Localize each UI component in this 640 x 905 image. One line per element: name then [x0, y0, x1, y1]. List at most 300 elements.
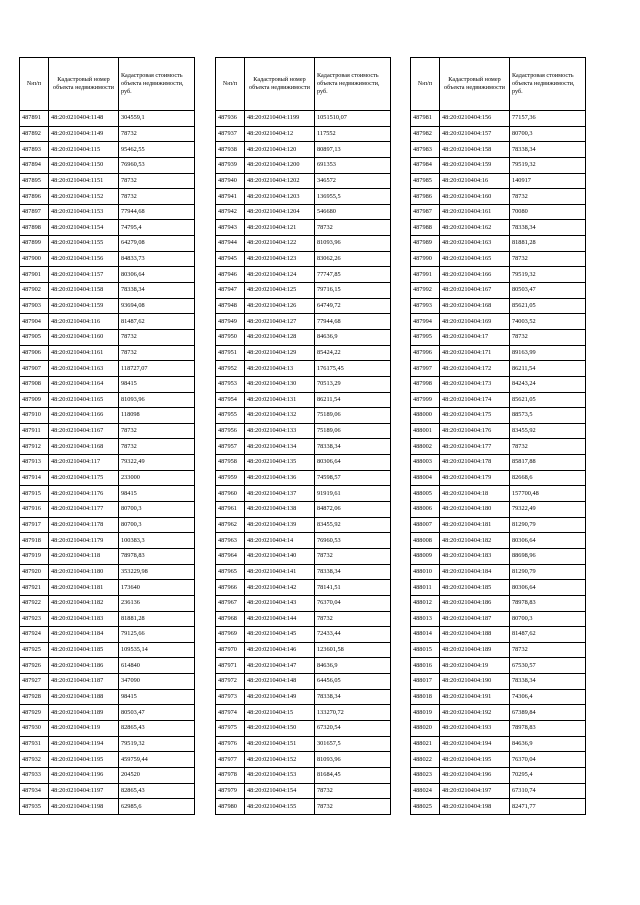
- table-row: [20, 173, 195, 189]
- cadastral-value: 236136: [119, 595, 195, 611]
- row-number: 487951: [216, 345, 245, 361]
- cadastral-value: 64749,72: [315, 298, 391, 314]
- table-row: [216, 705, 391, 721]
- table-row: [411, 408, 586, 424]
- row-number: 487983: [411, 142, 440, 158]
- row-number: 487961: [216, 502, 245, 518]
- cadastral-value: 80700,3: [119, 517, 195, 533]
- row-number: 488007: [411, 517, 440, 533]
- table-row: [411, 204, 586, 220]
- cadastral-number: 48:20:0210404:120: [245, 142, 315, 158]
- row-number: 488021: [411, 736, 440, 752]
- row-number: 487931: [20, 736, 49, 752]
- cadastral-number: 48:20:0210404:187: [440, 611, 510, 627]
- table-row: [20, 752, 195, 768]
- cadastral-value: 78732: [119, 423, 195, 439]
- cadastral-value: 78732: [510, 642, 586, 658]
- table-row: [20, 423, 195, 439]
- row-number: 488005: [411, 486, 440, 502]
- cadastral-number: 48:20:0210404:1179: [49, 533, 119, 549]
- row-number: 487985: [411, 173, 440, 189]
- header-cadastral-value: Кадастровая стоимость объекта недвижимости, руб.: [510, 58, 586, 111]
- table-row: [411, 283, 586, 299]
- cadastral-number: 48:20:0210404:18: [440, 486, 510, 502]
- cadastral-value: 84243,24: [510, 376, 586, 392]
- row-number: 487934: [20, 783, 49, 799]
- cadastral-value: 72433,44: [315, 627, 391, 643]
- table-header-row: [411, 58, 586, 111]
- cadastral-number: 48:20:0210404:153: [245, 767, 315, 783]
- table-row: [216, 439, 391, 455]
- cadastral-number: 48:20:0210404:155: [245, 799, 315, 815]
- row-number: 487894: [20, 157, 49, 173]
- table-row: [411, 799, 586, 815]
- cadastral-number: 48:20:0210404:1186: [49, 658, 119, 674]
- cadastral-number: 48:20:0210404:157: [440, 126, 510, 142]
- cadastral-value: 80897,13: [315, 142, 391, 158]
- cadastral-number: 48:20:0210404:1203: [245, 189, 315, 205]
- row-number: 488010: [411, 564, 440, 580]
- table-row: [216, 783, 391, 799]
- cadastral-number: 48:20:0210404:173: [440, 376, 510, 392]
- cadastral-number: 48:20:0210404:184: [440, 564, 510, 580]
- table-row: [411, 611, 586, 627]
- cadastral-number: 48:20:0210404:180: [440, 502, 510, 518]
- cadastral-value: 304559,1: [119, 111, 195, 127]
- cadastral-number: 48:20:0210404:12: [245, 126, 315, 142]
- table-row: [411, 720, 586, 736]
- cadastral-number: 48:20:0210404:154: [245, 783, 315, 799]
- cadastral-number: 48:20:0210404:1150: [49, 157, 119, 173]
- row-number: 487984: [411, 157, 440, 173]
- cadastral-number: 48:20:0210404:1167: [49, 423, 119, 439]
- cadastral-value: 140917: [510, 173, 586, 189]
- cadastral-number: 48:20:0210404:171: [440, 345, 510, 361]
- cadastral-value: 81093,96: [119, 392, 195, 408]
- row-number: 488025: [411, 799, 440, 815]
- cadastral-value: 353229,98: [119, 564, 195, 580]
- row-number: 487915: [20, 486, 49, 502]
- row-number: 487900: [20, 251, 49, 267]
- table-row: [216, 470, 391, 486]
- cadastral-number: 48:20:0210404:160: [440, 189, 510, 205]
- row-number: 487943: [216, 220, 245, 236]
- cadastral-value: 74795,4: [119, 220, 195, 236]
- cadastral-number: 48:20:0210404:152: [245, 752, 315, 768]
- row-number: 487939: [216, 157, 245, 173]
- row-number: 487962: [216, 517, 245, 533]
- cadastral-number: 48:20:0210404:190: [440, 674, 510, 690]
- cadastral-number: 48:20:0210404:1189: [49, 705, 119, 721]
- cadastral-number: 48:20:0210404:1166: [49, 408, 119, 424]
- table-row: [216, 752, 391, 768]
- table-row: [20, 783, 195, 799]
- cadastral-value: 80306,64: [510, 580, 586, 596]
- table-row: [411, 595, 586, 611]
- row-number: 487945: [216, 251, 245, 267]
- row-number: 487966: [216, 580, 245, 596]
- cadastral-value: 84636,9: [315, 329, 391, 345]
- cadastral-number: 48:20:0210404:118: [49, 548, 119, 564]
- cadastral-number: 48:20:0210404:174: [440, 392, 510, 408]
- table-row: [216, 173, 391, 189]
- row-number: 487969: [216, 627, 245, 643]
- cadastral-number: 48:20:0210404:182: [440, 533, 510, 549]
- header-number: №п/п: [20, 58, 49, 111]
- row-number: 487976: [216, 736, 245, 752]
- cadastral-number: 48:20:0210404:138: [245, 502, 315, 518]
- cadastral-value: 64456,05: [315, 674, 391, 690]
- cadastral-value: 78732: [510, 329, 586, 345]
- cadastral-value: 88698,96: [510, 548, 586, 564]
- row-number: 487891: [20, 111, 49, 127]
- cadastral-number: 48:20:0210404:1175: [49, 470, 119, 486]
- row-number: 487892: [20, 126, 49, 142]
- cadastral-number: 48:20:0210404:1197: [49, 783, 119, 799]
- cadastral-value: 89163,99: [510, 345, 586, 361]
- row-number: 487924: [20, 627, 49, 643]
- table-row: [20, 361, 195, 377]
- cadastral-value: 78978,83: [510, 720, 586, 736]
- row-number: 488014: [411, 627, 440, 643]
- row-number: 488009: [411, 548, 440, 564]
- header-cadastral-number: Кадастровый номер объекта недвижимости: [245, 58, 315, 111]
- cadastral-value: 176175,45: [315, 361, 391, 377]
- cadastral-value: 78732: [119, 126, 195, 142]
- cadastral-value: 83455,92: [315, 517, 391, 533]
- cadastral-value: 84636,9: [315, 658, 391, 674]
- row-number: 487989: [411, 236, 440, 252]
- row-number: 487898: [20, 220, 49, 236]
- row-number: 487948: [216, 298, 245, 314]
- cadastral-value: 78732: [119, 439, 195, 455]
- row-number: 487930: [20, 720, 49, 736]
- cadastral-value: 67389,84: [510, 705, 586, 721]
- table-row: [20, 564, 195, 580]
- table-row: [411, 236, 586, 252]
- cadastral-number: 48:20:0210404:15: [245, 705, 315, 721]
- table-row: [20, 142, 195, 158]
- table-row: [20, 470, 195, 486]
- table-row: [411, 267, 586, 283]
- cadastral-number: 48:20:0210404:141: [245, 564, 315, 580]
- cadastral-number: 48:20:0210404:127: [245, 314, 315, 330]
- cadastral-value: 67310,74: [510, 783, 586, 799]
- header-cadastral-number: Кадастровый номер объекта недвижимости: [49, 58, 119, 111]
- row-number: 488002: [411, 439, 440, 455]
- cadastral-number: 48:20:0210404:136: [245, 470, 315, 486]
- cadastral-value: 79519,32: [119, 736, 195, 752]
- cadastral-number: 48:20:0210404:14: [245, 533, 315, 549]
- table-row: [216, 611, 391, 627]
- table-row: [20, 611, 195, 627]
- cadastral-number: 48:20:0210404:1151: [49, 173, 119, 189]
- table-row: [216, 111, 391, 127]
- cadastral-value: 81684,45: [315, 767, 391, 783]
- cadastral-value: 78338,34: [510, 220, 586, 236]
- row-number: 487995: [411, 329, 440, 345]
- cadastral-number: 48:20:0210404:19: [440, 658, 510, 674]
- row-number: 487911: [20, 423, 49, 439]
- row-number: 487955: [216, 408, 245, 424]
- cadastral-number: 48:20:0210404:148: [245, 674, 315, 690]
- row-number: 488022: [411, 752, 440, 768]
- table-row: [216, 189, 391, 205]
- table-row: [20, 548, 195, 564]
- table-row: [216, 767, 391, 783]
- table-row: [216, 298, 391, 314]
- cadastral-number: 48:20:0210404:1177: [49, 502, 119, 518]
- cadastral-number: 48:20:0210404:1148: [49, 111, 119, 127]
- row-number: 487957: [216, 439, 245, 455]
- table-row: [20, 392, 195, 408]
- table-row: [411, 580, 586, 596]
- row-number: 487968: [216, 611, 245, 627]
- table-row: [20, 767, 195, 783]
- cadastral-value: 118098: [119, 408, 195, 424]
- row-number: 488017: [411, 674, 440, 690]
- header-number: №п/п: [216, 58, 245, 111]
- cadastral-value: 78732: [119, 189, 195, 205]
- cadastral-value: 80306,64: [510, 533, 586, 549]
- cadastral-value: 81881,28: [119, 611, 195, 627]
- cadastral-number: 48:20:0210404:150: [245, 720, 315, 736]
- cadastral-number: 48:20:0210404:1184: [49, 627, 119, 643]
- cadastral-number: 48:20:0210404:133: [245, 423, 315, 439]
- table-row: [20, 502, 195, 518]
- row-number: 487990: [411, 251, 440, 267]
- row-number: 488013: [411, 611, 440, 627]
- cadastral-value: 100383,3: [119, 533, 195, 549]
- row-number: 488003: [411, 455, 440, 471]
- row-number: 487926: [20, 658, 49, 674]
- row-number: 487956: [216, 423, 245, 439]
- cadastral-number: 48:20:0210404:1182: [49, 595, 119, 611]
- header-cadastral-value: Кадастровая стоимость объекта недвижимости, руб.: [315, 58, 391, 111]
- table-row: [216, 502, 391, 518]
- row-number: 487972: [216, 674, 245, 690]
- cadastral-value: 67320,54: [315, 720, 391, 736]
- row-number: 487949: [216, 314, 245, 330]
- table-row: [216, 329, 391, 345]
- cadastral-number: 48:20:0210404:139: [245, 517, 315, 533]
- cadastral-number: 48:20:0210404:163: [440, 236, 510, 252]
- row-number: 487895: [20, 173, 49, 189]
- cadastral-number: 48:20:0210404:116: [49, 314, 119, 330]
- cadastral-value: 70513,29: [315, 376, 391, 392]
- registry-table-1: [19, 57, 195, 815]
- row-number: 487928: [20, 689, 49, 705]
- row-number: 488024: [411, 783, 440, 799]
- table-row: [216, 204, 391, 220]
- cadastral-value: 79322,49: [119, 455, 195, 471]
- row-number: 487927: [20, 674, 49, 690]
- row-number: 487920: [20, 564, 49, 580]
- cadastral-number: 48:20:0210404:156: [440, 111, 510, 127]
- row-number: 487929: [20, 705, 49, 721]
- table-row: [411, 564, 586, 580]
- cadastral-value: 78978,83: [119, 548, 195, 564]
- row-number: 488008: [411, 533, 440, 549]
- cadastral-value: 546680: [315, 204, 391, 220]
- row-number: 487922: [20, 595, 49, 611]
- cadastral-number: 48:20:0210404:1158: [49, 283, 119, 299]
- table-row: [20, 314, 195, 330]
- table-row: [216, 236, 391, 252]
- cadastral-number: 48:20:0210404:1196: [49, 767, 119, 783]
- cadastral-value: 81093,96: [315, 752, 391, 768]
- cadastral-value: 459759,44: [119, 752, 195, 768]
- cadastral-value: 78338,34: [315, 564, 391, 580]
- cadastral-number: 48:20:0210404:1181: [49, 580, 119, 596]
- cadastral-value: 81093,96: [315, 236, 391, 252]
- cadastral-value: 70080: [510, 204, 586, 220]
- table-row: [411, 314, 586, 330]
- cadastral-number: 48:20:0210404:130: [245, 376, 315, 392]
- cadastral-value: 118727,07: [119, 361, 195, 377]
- row-number: 487942: [216, 204, 245, 220]
- cadastral-number: 48:20:0210404:1157: [49, 267, 119, 283]
- cadastral-number: 48:20:0210404:162: [440, 220, 510, 236]
- row-number: 487952: [216, 361, 245, 377]
- table-row: [411, 486, 586, 502]
- cadastral-value: 83455,92: [510, 423, 586, 439]
- cadastral-number: 48:20:0210404:143: [245, 595, 315, 611]
- cadastral-number: 48:20:0210404:151: [245, 736, 315, 752]
- row-number: 487970: [216, 642, 245, 658]
- table-row: [216, 267, 391, 283]
- table-row: [411, 752, 586, 768]
- table-row: [411, 423, 586, 439]
- row-number: 487905: [20, 329, 49, 345]
- table-row: [20, 189, 195, 205]
- cadastral-value: 117552: [315, 126, 391, 142]
- cadastral-number: 48:20:0210404:122: [245, 236, 315, 252]
- cadastral-value: 78338,34: [315, 439, 391, 455]
- cadastral-number: 48:20:0210404:1165: [49, 392, 119, 408]
- cadastral-value: 233000: [119, 470, 195, 486]
- cadastral-number: 48:20:0210404:117: [49, 455, 119, 471]
- row-number: 487944: [216, 236, 245, 252]
- cadastral-value: 79519,32: [510, 267, 586, 283]
- table-row: [411, 376, 586, 392]
- cadastral-value: 85817,88: [510, 455, 586, 471]
- row-number: 488015: [411, 642, 440, 658]
- row-number: 487947: [216, 283, 245, 299]
- cadastral-number: 48:20:0210404:168: [440, 298, 510, 314]
- cadastral-number: 48:20:0210404:185: [440, 580, 510, 596]
- cadastral-number: 48:20:0210404:135: [245, 455, 315, 471]
- table-row: [411, 674, 586, 690]
- row-number: 487910: [20, 408, 49, 424]
- table-row: [411, 361, 586, 377]
- cadastral-number: 48:20:0210404:1187: [49, 674, 119, 690]
- cadastral-number: 48:20:0210404:1159: [49, 298, 119, 314]
- table-header-row: [20, 58, 195, 111]
- table-row: [216, 126, 391, 142]
- cadastral-number: 48:20:0210404:192: [440, 705, 510, 721]
- table-row: [216, 642, 391, 658]
- table-row: [20, 627, 195, 643]
- table-row: [216, 564, 391, 580]
- cadastral-value: 691353: [315, 157, 391, 173]
- table-row: [216, 157, 391, 173]
- header-number: №п/п: [411, 58, 440, 111]
- table-row: [216, 361, 391, 377]
- row-number: 487899: [20, 236, 49, 252]
- row-number: 487982: [411, 126, 440, 142]
- cadastral-value: 85424,22: [315, 345, 391, 361]
- table-row: [20, 376, 195, 392]
- row-number: 487921: [20, 580, 49, 596]
- cadastral-number: 48:20:0210404:159: [440, 157, 510, 173]
- cadastral-number: 48:20:0210404:17: [440, 329, 510, 345]
- cadastral-value: 64279,08: [119, 236, 195, 252]
- table-row: [216, 674, 391, 690]
- row-number: 487935: [20, 799, 49, 815]
- cadastral-number: 48:20:0210404:1149: [49, 126, 119, 142]
- cadastral-number: 48:20:0210404:194: [440, 736, 510, 752]
- cadastral-number: 48:20:0210404:177: [440, 439, 510, 455]
- table-row: [216, 314, 391, 330]
- row-number: 487994: [411, 314, 440, 330]
- row-number: 487912: [20, 439, 49, 455]
- table-row: [216, 376, 391, 392]
- row-number: 487963: [216, 533, 245, 549]
- table-row: [20, 345, 195, 361]
- table-row: [411, 329, 586, 345]
- cadastral-value: 80700,3: [119, 502, 195, 518]
- table-row: [411, 173, 586, 189]
- row-number: 487954: [216, 392, 245, 408]
- row-number: 487908: [20, 376, 49, 392]
- row-number: 487916: [20, 502, 49, 518]
- row-number: 487940: [216, 173, 245, 189]
- cadastral-value: 98415: [119, 486, 195, 502]
- cadastral-value: 67530,57: [510, 658, 586, 674]
- cadastral-number: 48:20:0210404:1198: [49, 799, 119, 815]
- cadastral-value: 80503,47: [510, 283, 586, 299]
- cadastral-value: 77747,85: [315, 267, 391, 283]
- row-number: 487965: [216, 564, 245, 580]
- row-number: 487918: [20, 533, 49, 549]
- table-row: [411, 533, 586, 549]
- table-row: [216, 220, 391, 236]
- cadastral-number: 48:20:0210404:196: [440, 767, 510, 783]
- cadastral-number: 48:20:0210404:121: [245, 220, 315, 236]
- cadastral-number: 48:20:0210404:1185: [49, 642, 119, 658]
- cadastral-number: 48:20:0210404:188: [440, 627, 510, 643]
- table-row: [411, 345, 586, 361]
- row-number: 488016: [411, 658, 440, 674]
- cadastral-value: 82865,43: [119, 720, 195, 736]
- cadastral-value: 79322,49: [510, 502, 586, 518]
- cadastral-value: 78732: [119, 329, 195, 345]
- table-row: [411, 517, 586, 533]
- row-number: 488012: [411, 595, 440, 611]
- cadastral-number: 48:20:0210404:149: [245, 689, 315, 705]
- row-number: 487941: [216, 189, 245, 205]
- cadastral-value: 81487,62: [510, 627, 586, 643]
- table-row: [20, 736, 195, 752]
- cadastral-value: 78732: [315, 783, 391, 799]
- row-number: 487992: [411, 283, 440, 299]
- cadastral-number: 48:20:0210404:137: [245, 486, 315, 502]
- cadastral-number: 48:20:0210404:1178: [49, 517, 119, 533]
- cadastral-value: 75189,06: [315, 423, 391, 439]
- cadastral-number: 48:20:0210404:146: [245, 642, 315, 658]
- cadastral-value: 109535,14: [119, 642, 195, 658]
